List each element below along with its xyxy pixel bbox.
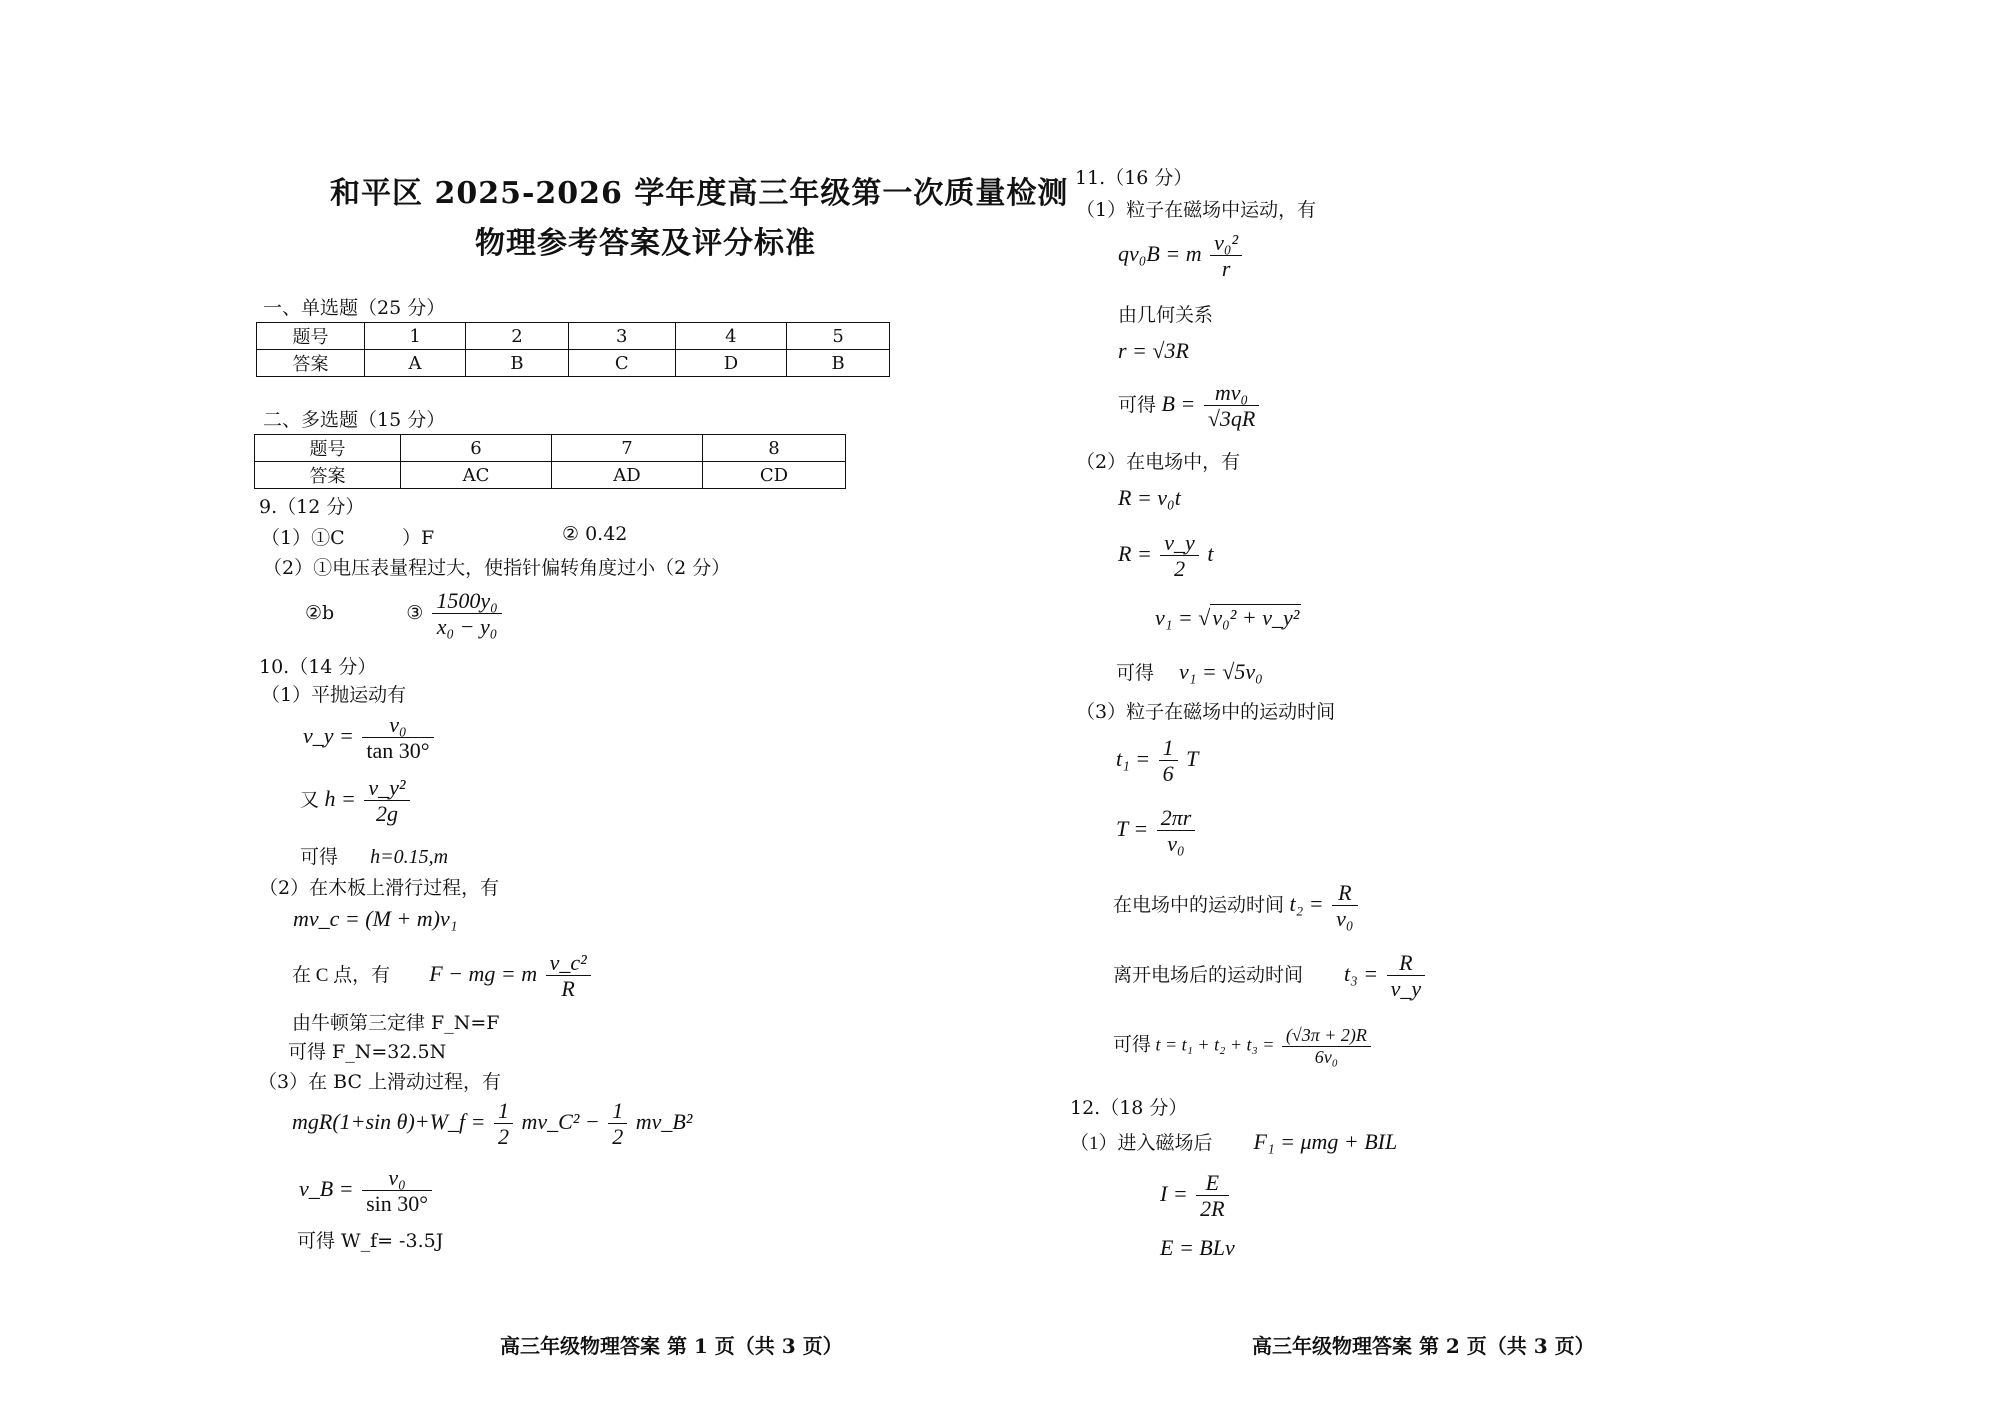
fraction-denominator: 6v₀ <box>1314 1046 1339 1067</box>
page1-footer: 高三年级物理答案 第 1 页（共 3 页） <box>500 1334 843 1358</box>
fraction-denominator: tan 30° <box>366 738 430 764</box>
table-cell: 题号 <box>257 323 365 350</box>
table-row <box>257 323 890 350</box>
q11-e4 <box>1116 658 1263 685</box>
fraction <box>546 950 591 1002</box>
q9-line2: （2）①电压表量程过大，使指针偏转角度过小（2 分） <box>263 557 731 579</box>
fraction <box>608 1098 627 1150</box>
q11-e1: R = v₀t <box>1118 485 1181 510</box>
equation-lhs: v₁ = <box>1155 605 1193 630</box>
fraction-numerator: v₀ <box>362 712 433 738</box>
fraction <box>1332 880 1357 932</box>
fraction <box>1159 735 1178 787</box>
fraction-numerator: R <box>1332 880 1357 906</box>
table-cell: CD <box>703 462 846 489</box>
equation-prefix: 离开电场后的运动时间 <box>1113 964 1304 986</box>
table-cell: 答案 <box>255 462 401 489</box>
q11-e3: v₁ = √v₀² + v_y² <box>1155 605 1300 630</box>
table-cell: B <box>787 350 890 377</box>
table-cell: B <box>466 350 569 377</box>
q9-line1-c: ② 0.42 <box>562 523 628 545</box>
equation-prefix: 可得 <box>1118 394 1157 416</box>
equation-lhs: R = <box>1118 540 1152 566</box>
fraction-numerator: 1 <box>1159 735 1178 761</box>
q11-b-equation <box>1118 380 1262 432</box>
equation-lhs: B = <box>1161 390 1196 416</box>
table-row <box>257 350 890 377</box>
fraction-denominator: 6 <box>1162 761 1174 787</box>
fraction-denominator: 2 <box>497 1124 509 1150</box>
page2-footer: 高三年级物理答案 第 2 页（共 3 页） <box>1252 1334 1595 1358</box>
fraction-denominator: 2g <box>375 801 398 827</box>
fraction-numerator: 1 <box>494 1098 513 1124</box>
single-choice-table <box>256 322 890 377</box>
equation-lhs: t₂ = <box>1289 890 1324 916</box>
equation-prefix: 在电场中的运动时间 <box>1113 894 1285 916</box>
fraction-numerator: E <box>1196 1170 1228 1196</box>
table-cell: C <box>568 350 675 377</box>
fraction-denominator: r <box>1221 256 1231 282</box>
fraction-numerator: 2πr <box>1157 805 1196 831</box>
fraction <box>1387 950 1426 1002</box>
table-cell: 1 <box>365 323 466 350</box>
equation-lhs: T = <box>1116 815 1149 841</box>
table-cell: 答案 <box>257 350 365 377</box>
fraction-numerator: v₀² <box>1210 230 1242 256</box>
fraction-denominator: R <box>561 976 575 1002</box>
fraction-numerator: v_c² <box>546 950 591 976</box>
fraction-denominator: 2 <box>1174 556 1186 582</box>
fraction <box>1282 1025 1371 1067</box>
q10-part2: （2）在木板上滑行过程，有 <box>259 877 500 899</box>
q12-force <box>1070 1128 1397 1155</box>
equation-lhs: t₁ = <box>1116 745 1151 771</box>
equation-prefix: 在 C 点，有 <box>292 964 391 986</box>
fraction <box>364 775 409 827</box>
q11-r-equation: r = √3R <box>1118 338 1189 363</box>
fraction-denominator: √3qR <box>1207 406 1256 432</box>
equation-body: v₁ = √5v₀ <box>1179 659 1263 684</box>
fraction <box>494 1098 513 1150</box>
q12-label: 12.（18 分） <box>1070 1097 1188 1119</box>
table-cell: 题号 <box>255 435 401 462</box>
q10-result3: 可得 W_f= -3.5J <box>297 1230 444 1252</box>
equation-part: mv_C² − <box>521 1108 600 1134</box>
q12-emf: E = BLv <box>1160 1235 1235 1260</box>
fraction-numerator: v_y <box>1160 530 1199 556</box>
q11-total <box>1113 1025 1374 1067</box>
table-row <box>255 435 846 462</box>
q10-c-point <box>292 950 594 1002</box>
table-cell: AD <box>552 462 703 489</box>
page-title: 和平区 2025-2026 学年度高三年级第一次质量检测 <box>330 176 1069 211</box>
fraction-numerator: (√3π + 2)R <box>1282 1025 1371 1047</box>
section2-label: 二、多选题（15 分） <box>263 409 446 431</box>
q10-momentum: mv_c = (M + m)v₁ <box>293 906 458 931</box>
q9-line1-b: ）F <box>402 527 435 549</box>
q11-t3 <box>1113 950 1428 1002</box>
q10-vy-equation <box>303 712 437 764</box>
fraction-denominator: v_y <box>1390 976 1422 1002</box>
fraction-denominator: x₀ − y₀ <box>436 614 498 640</box>
result-value: h=0.15,m <box>370 846 449 868</box>
fraction-numerator: R <box>1387 950 1426 976</box>
fraction-numerator: v₀ <box>362 1165 432 1191</box>
q9-label: 9.（12 分） <box>259 496 365 518</box>
q10-vb-equation <box>299 1165 435 1217</box>
equation-lhs: h = <box>324 785 356 811</box>
equation-prefix: 又 <box>300 789 320 811</box>
equation-lhs: v_y = <box>303 722 354 748</box>
q11-t1 <box>1116 735 1198 787</box>
table-cell: 4 <box>675 323 787 350</box>
equation-lhs: qv₀B = m <box>1118 240 1202 266</box>
q9-line3-b: ③ <box>406 601 424 624</box>
table-cell: 5 <box>787 323 890 350</box>
table-cell: 2 <box>466 323 569 350</box>
q10-h-equation <box>300 775 413 827</box>
equation-prefix: 可得 <box>1116 663 1155 684</box>
fraction-numerator: mv₀ <box>1204 380 1260 406</box>
q11-force-equation <box>1118 230 1245 282</box>
fraction <box>1196 1170 1228 1222</box>
q11-label: 11.（16 分） <box>1075 167 1193 189</box>
fraction <box>362 712 433 764</box>
fraction <box>1204 380 1260 432</box>
fraction <box>1160 530 1199 582</box>
q10-part1: （1）平抛运动有 <box>261 684 407 706</box>
table-cell: A <box>365 350 466 377</box>
q11-part3: （3）粒子在磁场中的运动时间 <box>1076 701 1336 723</box>
fraction <box>1157 805 1196 857</box>
table-cell: 3 <box>568 323 675 350</box>
fraction <box>1210 230 1242 282</box>
table-row <box>255 462 846 489</box>
q10-result2: 可得 F_N=32.5N <box>288 1041 447 1063</box>
section1-label: 一、单选题（25 分） <box>263 297 446 319</box>
fraction <box>362 1165 432 1217</box>
equation-rhs: T <box>1186 745 1199 771</box>
table-cell: 8 <box>703 435 846 462</box>
fraction-numerator: 1500y₀ <box>432 588 501 614</box>
fraction-numerator: v_y² <box>364 775 409 801</box>
equation-lhs: v_B = <box>299 1175 354 1201</box>
fraction-denominator: sin 30° <box>366 1191 429 1217</box>
q9-line3 <box>305 588 505 640</box>
q10-energy-equation <box>292 1098 692 1150</box>
q10-part3: （3）在 BC 上滑动过程，有 <box>258 1071 502 1093</box>
equation-part: mgR(1+sin θ)+W_f = <box>292 1108 486 1134</box>
equation-lhs: t₃ = <box>1344 960 1379 986</box>
fraction-denominator: v₀ <box>1336 906 1354 932</box>
fraction-denominator: v₀ <box>1167 831 1185 857</box>
q9-line3-a: ②b <box>305 601 335 624</box>
table-cell: 7 <box>552 435 703 462</box>
q11-e2 <box>1118 530 1213 582</box>
fraction-denominator: 2R <box>1200 1196 1225 1222</box>
multi-choice-table <box>254 434 846 489</box>
equation-lhs: I = <box>1160 1180 1188 1206</box>
q11-T <box>1116 805 1198 857</box>
q11-part1: （1）粒子在磁场中运动，有 <box>1076 199 1317 221</box>
q10-label: 10.（14 分） <box>259 656 377 678</box>
fraction-numerator: 1 <box>608 1098 627 1124</box>
q11-geometry: 由几何关系 <box>1118 304 1214 326</box>
equation-prefix: （1）进入磁场后 <box>1070 1133 1213 1154</box>
q10-result1 <box>300 842 448 869</box>
equation-part: mv_B² <box>635 1108 693 1134</box>
page-subtitle: 物理参考答案及评分标准 <box>475 226 816 261</box>
equation-lhs: F − mg = m <box>429 960 538 986</box>
table-cell: D <box>675 350 787 377</box>
radicand: v₀² + v_y² <box>1212 605 1300 630</box>
q9-line1-a: （1）①C <box>261 527 345 549</box>
equation-prefix: 可得 <box>1113 1034 1152 1056</box>
fraction-denominator: 2 <box>612 1124 624 1150</box>
q11-part2: （2）在电场中，有 <box>1076 451 1241 473</box>
equation-body: F₁ = μmg + BIL <box>1253 1129 1398 1154</box>
q12-current <box>1160 1170 1232 1222</box>
result-prefix: 可得 <box>300 846 339 868</box>
equation-rhs: t <box>1207 540 1214 566</box>
q11-t2 <box>1113 880 1361 932</box>
table-cell: 6 <box>401 435 552 462</box>
q10-newton-law: 由牛顿第三定律 F_N=F <box>292 1012 500 1034</box>
equation-lhs: t = t₁ + t₂ + t₃ = <box>1155 1034 1275 1055</box>
q9-fraction <box>432 588 501 640</box>
table-cell: AC <box>401 462 552 489</box>
